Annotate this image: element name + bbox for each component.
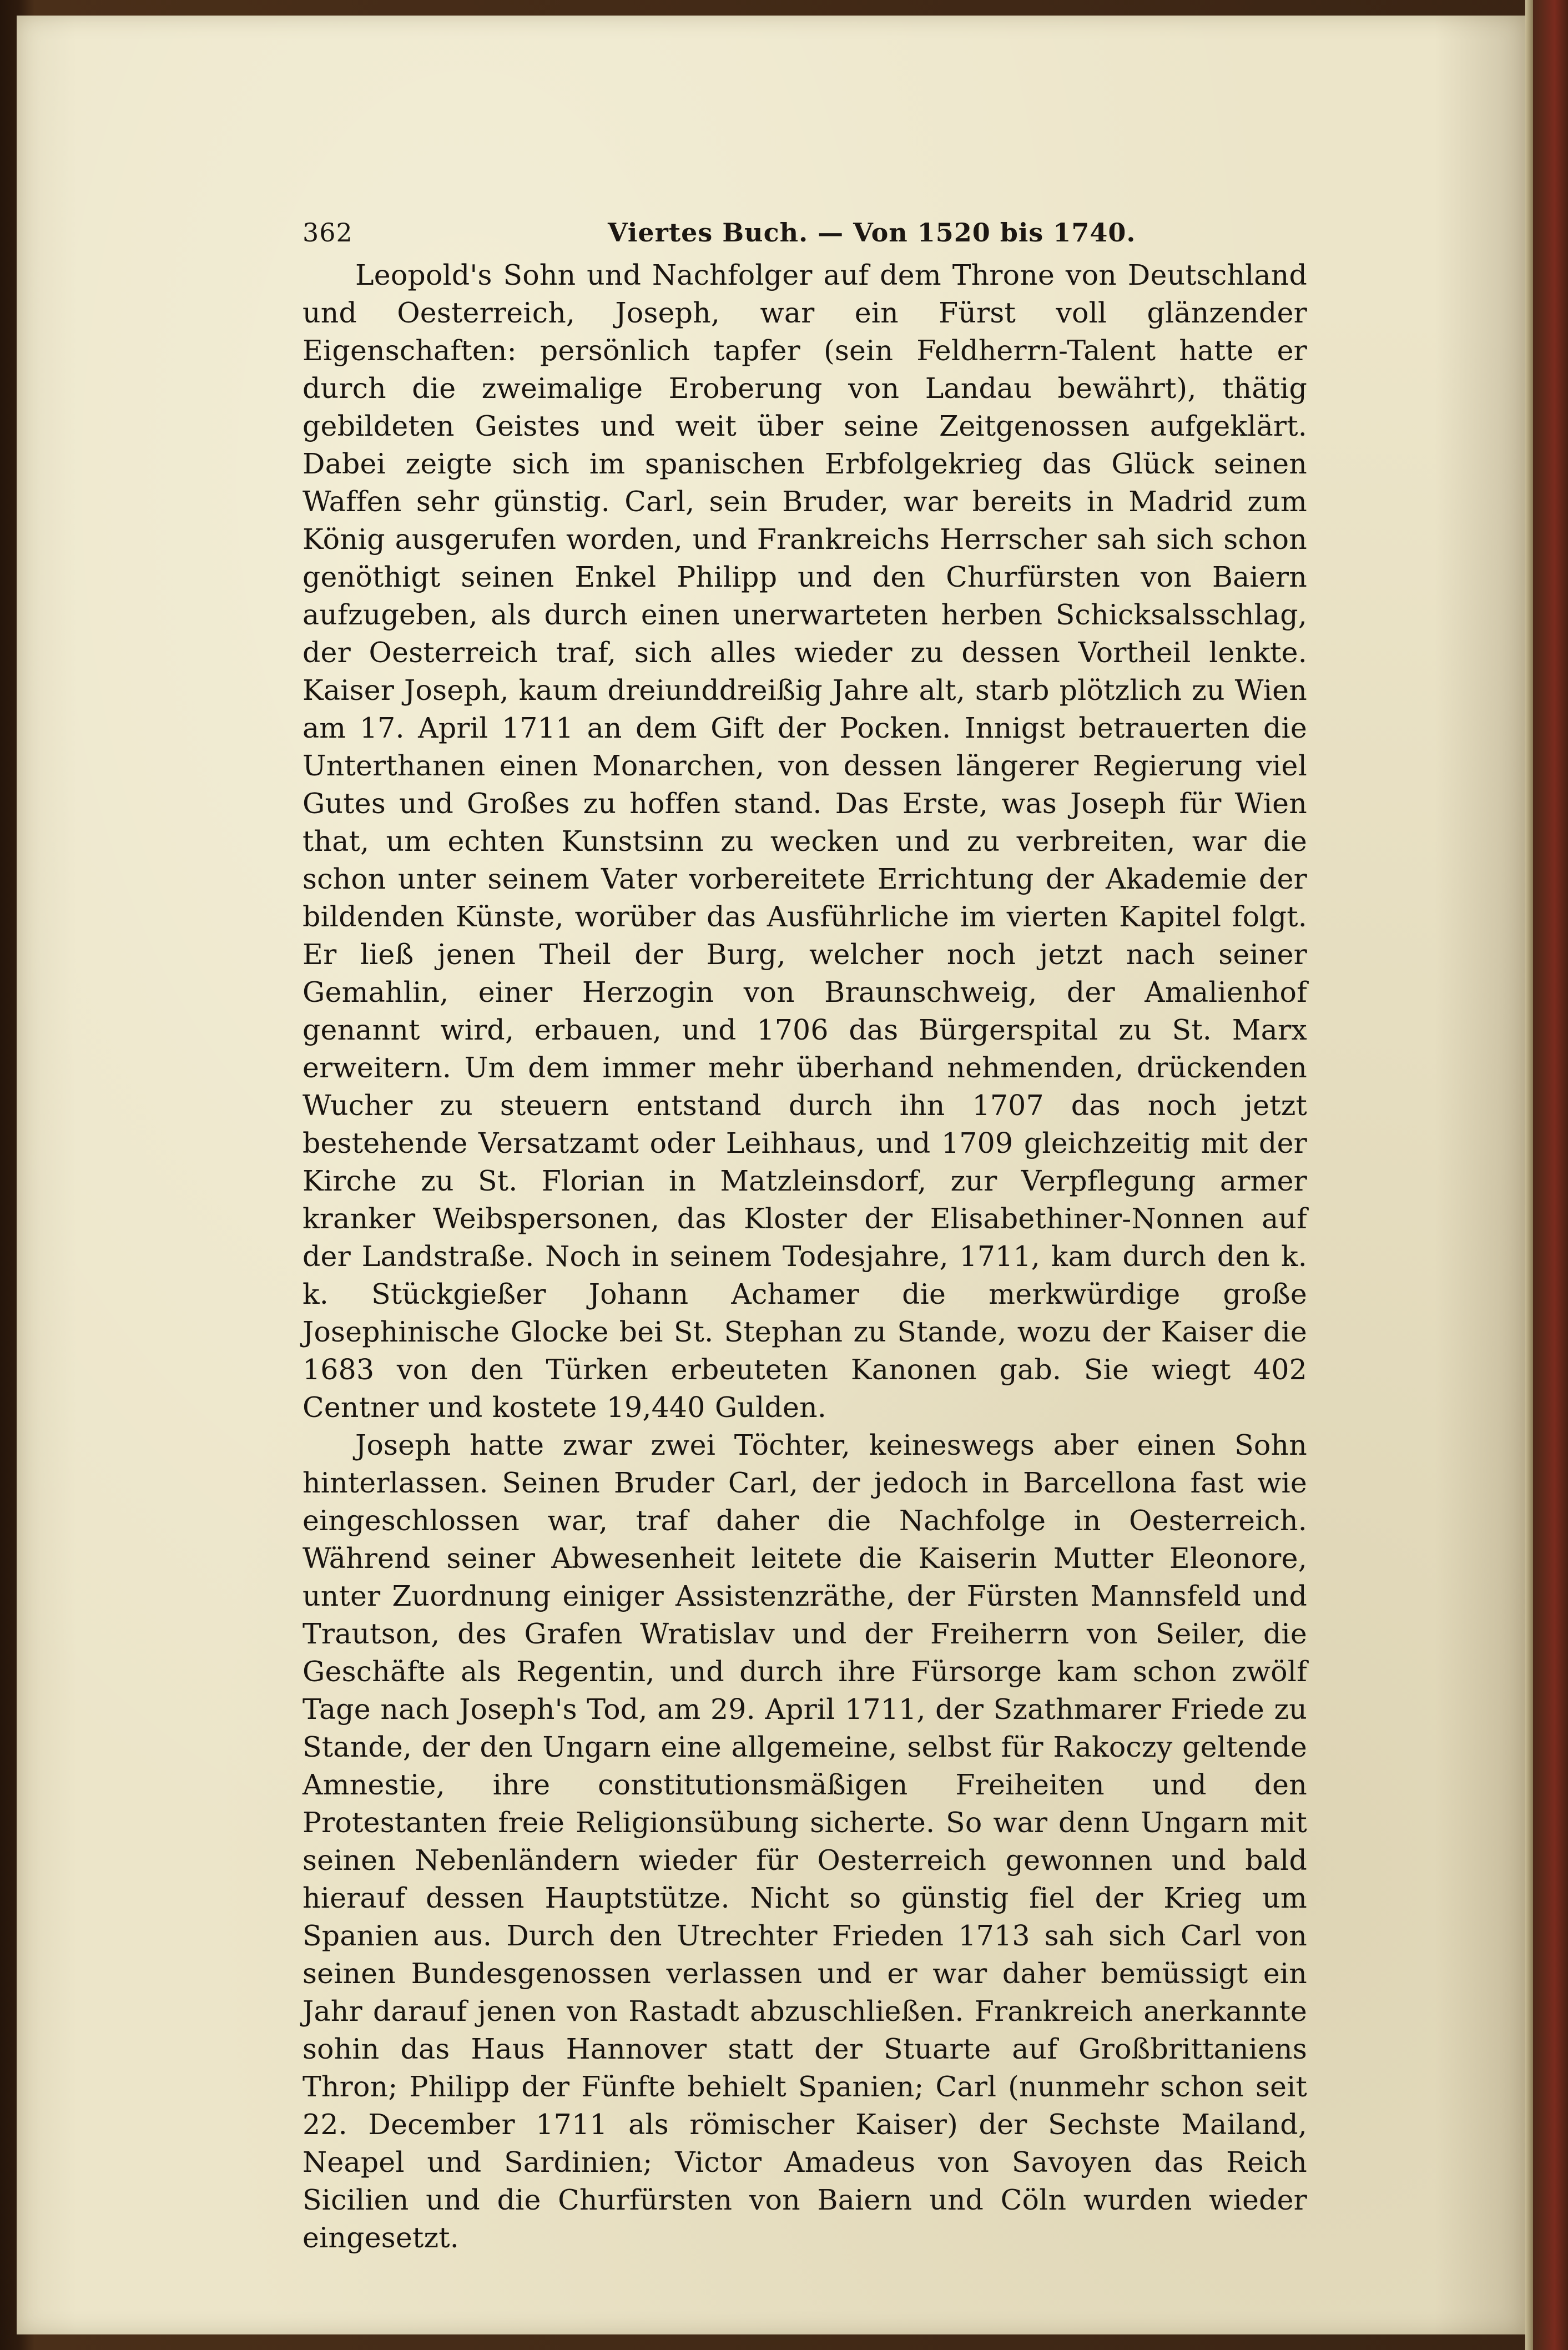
page-edge	[1525, 0, 1533, 2350]
page-number: 362	[302, 218, 353, 248]
body-text	[302, 256, 1307, 2257]
running-head	[302, 218, 1307, 251]
paragraph-2: Joseph hatte zwar zwei Töchter, keineswegs aber einen Sohn hinterlassen. Seinen Bruder Carl, der jedoch in Barcellona fast wie eingeschlossen war, traf daher die Nachfolge in Oesterreich. Während seiner Abwesenheit leitete die Kaiserin Mutter Eleonore, unter Zuordnung einiger Assistenzräthe, der Fürsten Mannsfeld und Trautson, des Grafen Wratislav und der Freiherrn von Seiler, die Geschäfte als Regentin, und durch ihre Fürsorge kam schon zwölf Tage nach Joseph's Tod, am 29. April 1711, der Szathmarer Friede zu Stande, der den Ungarn eine allgemeine, selbst für Rakoczy geltende Amnestie, ihre constitutionsmäßigen Freiheiten und den Protestanten freie Religionsübung sicherte. So war denn Ungarn mit seinen Nebenländern wieder für Oesterreich gewonnen und bald hierauf dessen Hauptstütze. Nicht so günstig fiel der Krieg um Spanien aus. Durch den Utrechter Frieden 1713 sah sich Carl von seinen Bundesgenossen verlassen und er war daher bemüssigt ein Jahr darauf jenen von Rastadt abzuschließen. Frankreich anerkannte sohin das Haus Hannover statt der Stuarte auf Großbrittaniens Thron; Philipp der Fünfte behielt Spanien; Carl (nunmehr schon seit 22. December 1711 als römischer Kaiser) der Sechste Mailand, Neapel und Sardinien; Victor Amadeus von Savoyen das Reich Sicilien und die Churfürsten von Baiern und Cöln wurden wieder eingesetzt.	[302, 1429, 1307, 2254]
paragraph-1: Leopold's Sohn und Nachfolger auf dem Throne von Deutschland und Oesterreich, Joseph, war ein Fürst voll glänzender Eigenschaften: persönlich tapfer (sein Feldherrn-Talent hatte er durch die zweimalige Eroberung von Landau bewährt), thätig gebildeten Geistes und weit über seine Zeitgenossen aufgeklärt. Dabei zeigte sich im spanischen Erbfolgekrieg das Glück seinen Waffen sehr günstig. Carl, sein Bruder, war bereits in Madrid zum König ausgerufen worden, und Frankreichs Herrscher sah sich schon genöthigt seinen Enkel Philipp und den Churfürsten von Baiern aufzugeben, als durch einen unerwarteten herben Schicksalsschlag, der Oesterreich traf, sich alles wieder zu dessen Vortheil lenkte. Kaiser Joseph, kaum dreiunddreißig Jahre alt, starb plötzlich zu Wien am 17. April 1711 an dem Gift der Pocken. Innigst betrauerten die Unterthanen einen Monarchen, von dessen längerer Regierung viel Gutes und Großes zu hoffen stand. Das Erste, was Joseph für Wien that, um echten Kunstsinn zu wecken und zu verbreiten, war die schon unter seinem Vater vorbereitete Errichtung der Akademie der bildenden Künste, worüber das Ausführliche im vierten Kapitel folgt. Er ließ jenen Theil der Burg, welcher noch jetzt nach seiner Gemahlin, einer Herzogin von Braunschweig, der Amalienhof genannt wird, erbauen, und 1706 das Bürgerspital zu St. Marx erweitern. Um dem immer mehr überhand nehmenden, drückenden Wucher zu steuern entstand durch ihn 1707 das noch jetzt bestehende Versatzamt oder Leihhaus, und 1709 gleichzeitig mit der Kirche zu St. Florian in Matzleinsdorf, zur Verpflegung armer kranker Weibspersonen, das Kloster der Elisabethiner-Nonnen auf der Landstraße. Noch in seinem Todesjahre, 1711, kam durch den k. k. Stückgießer Johann Achamer die merkwürdige große Josephinische Glocke bei St. Stephan zu Stande, wozu der Kaiser die 1683 von den Türken erbeuteten Kanonen gab. Sie wiegt 402 Centner und kostete 19,440 Gulden.	[302, 259, 1307, 1424]
running-title: Viertes Buch. — Von 1520 bis 1740.	[608, 218, 1136, 248]
